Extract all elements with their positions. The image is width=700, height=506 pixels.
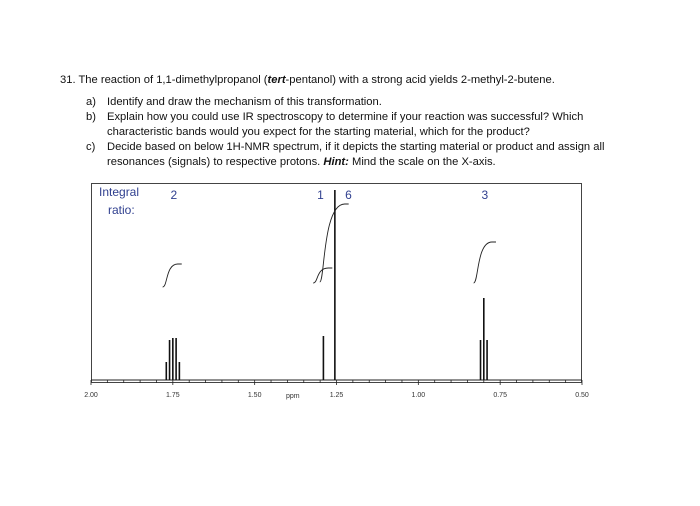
- x-tick-label: 1.50: [247, 392, 262, 399]
- x-tick-label: 0.50: [575, 392, 589, 399]
- item-c-line-2-pre: resonances (signals) to respective protons.: [107, 156, 324, 168]
- integral-ratio-label-2: ratio:: [108, 203, 135, 217]
- question-number: 31.: [60, 74, 76, 86]
- integral-curves: [163, 188, 496, 287]
- x-tick-label: 2.00: [84, 392, 98, 399]
- integral-curve: [474, 242, 496, 283]
- x-tick-label: 1.25: [329, 392, 344, 399]
- question-stem-pre: The reaction of 1,1-dimethylpropanol (: [78, 74, 268, 86]
- integral-value: 3: [481, 188, 489, 202]
- item-b-line-2: characteristic bands would you expect for the starting material, which for the product?: [107, 126, 530, 138]
- integral-value: 6: [345, 188, 352, 202]
- question-stem-em: tert: [267, 74, 286, 86]
- item-b-line-1: Explain how you could use IR spectroscopy to determine if your reaction was successful? Which: [107, 111, 584, 123]
- item-a-letter: a): [86, 96, 96, 108]
- x-tick-label: 1.00: [411, 392, 426, 399]
- question-stem-post: -pentanol) with a strong acid yields 2-methyl-2-butene.: [285, 74, 555, 86]
- x-tick-label: 1.75: [166, 392, 180, 399]
- x-axis-label: ppm: [286, 393, 300, 400]
- x-axis: [84, 380, 589, 399]
- item-c-letter: c): [86, 141, 96, 153]
- item-c-hint: Hint:: [323, 156, 349, 168]
- integral-ratio-label-1: Integral: [99, 185, 140, 199]
- integral-curve: [163, 264, 182, 287]
- item-c-line-2-post: Mind the scale on the X-axis.: [348, 156, 496, 168]
- item-a-line-1: Identify and draw the mechanism of this transformation.: [107, 96, 382, 108]
- integral-value: 1: [317, 188, 324, 202]
- item-b-letter: b): [86, 111, 96, 123]
- spectrum-peaks: [166, 190, 487, 380]
- integral-value: 2: [170, 188, 178, 202]
- x-tick-label: 0.75: [493, 392, 507, 399]
- item-c-line-1: Decide based on below 1H-NMR spectrum, if it depicts the starting material or product and assign all: [107, 141, 605, 153]
